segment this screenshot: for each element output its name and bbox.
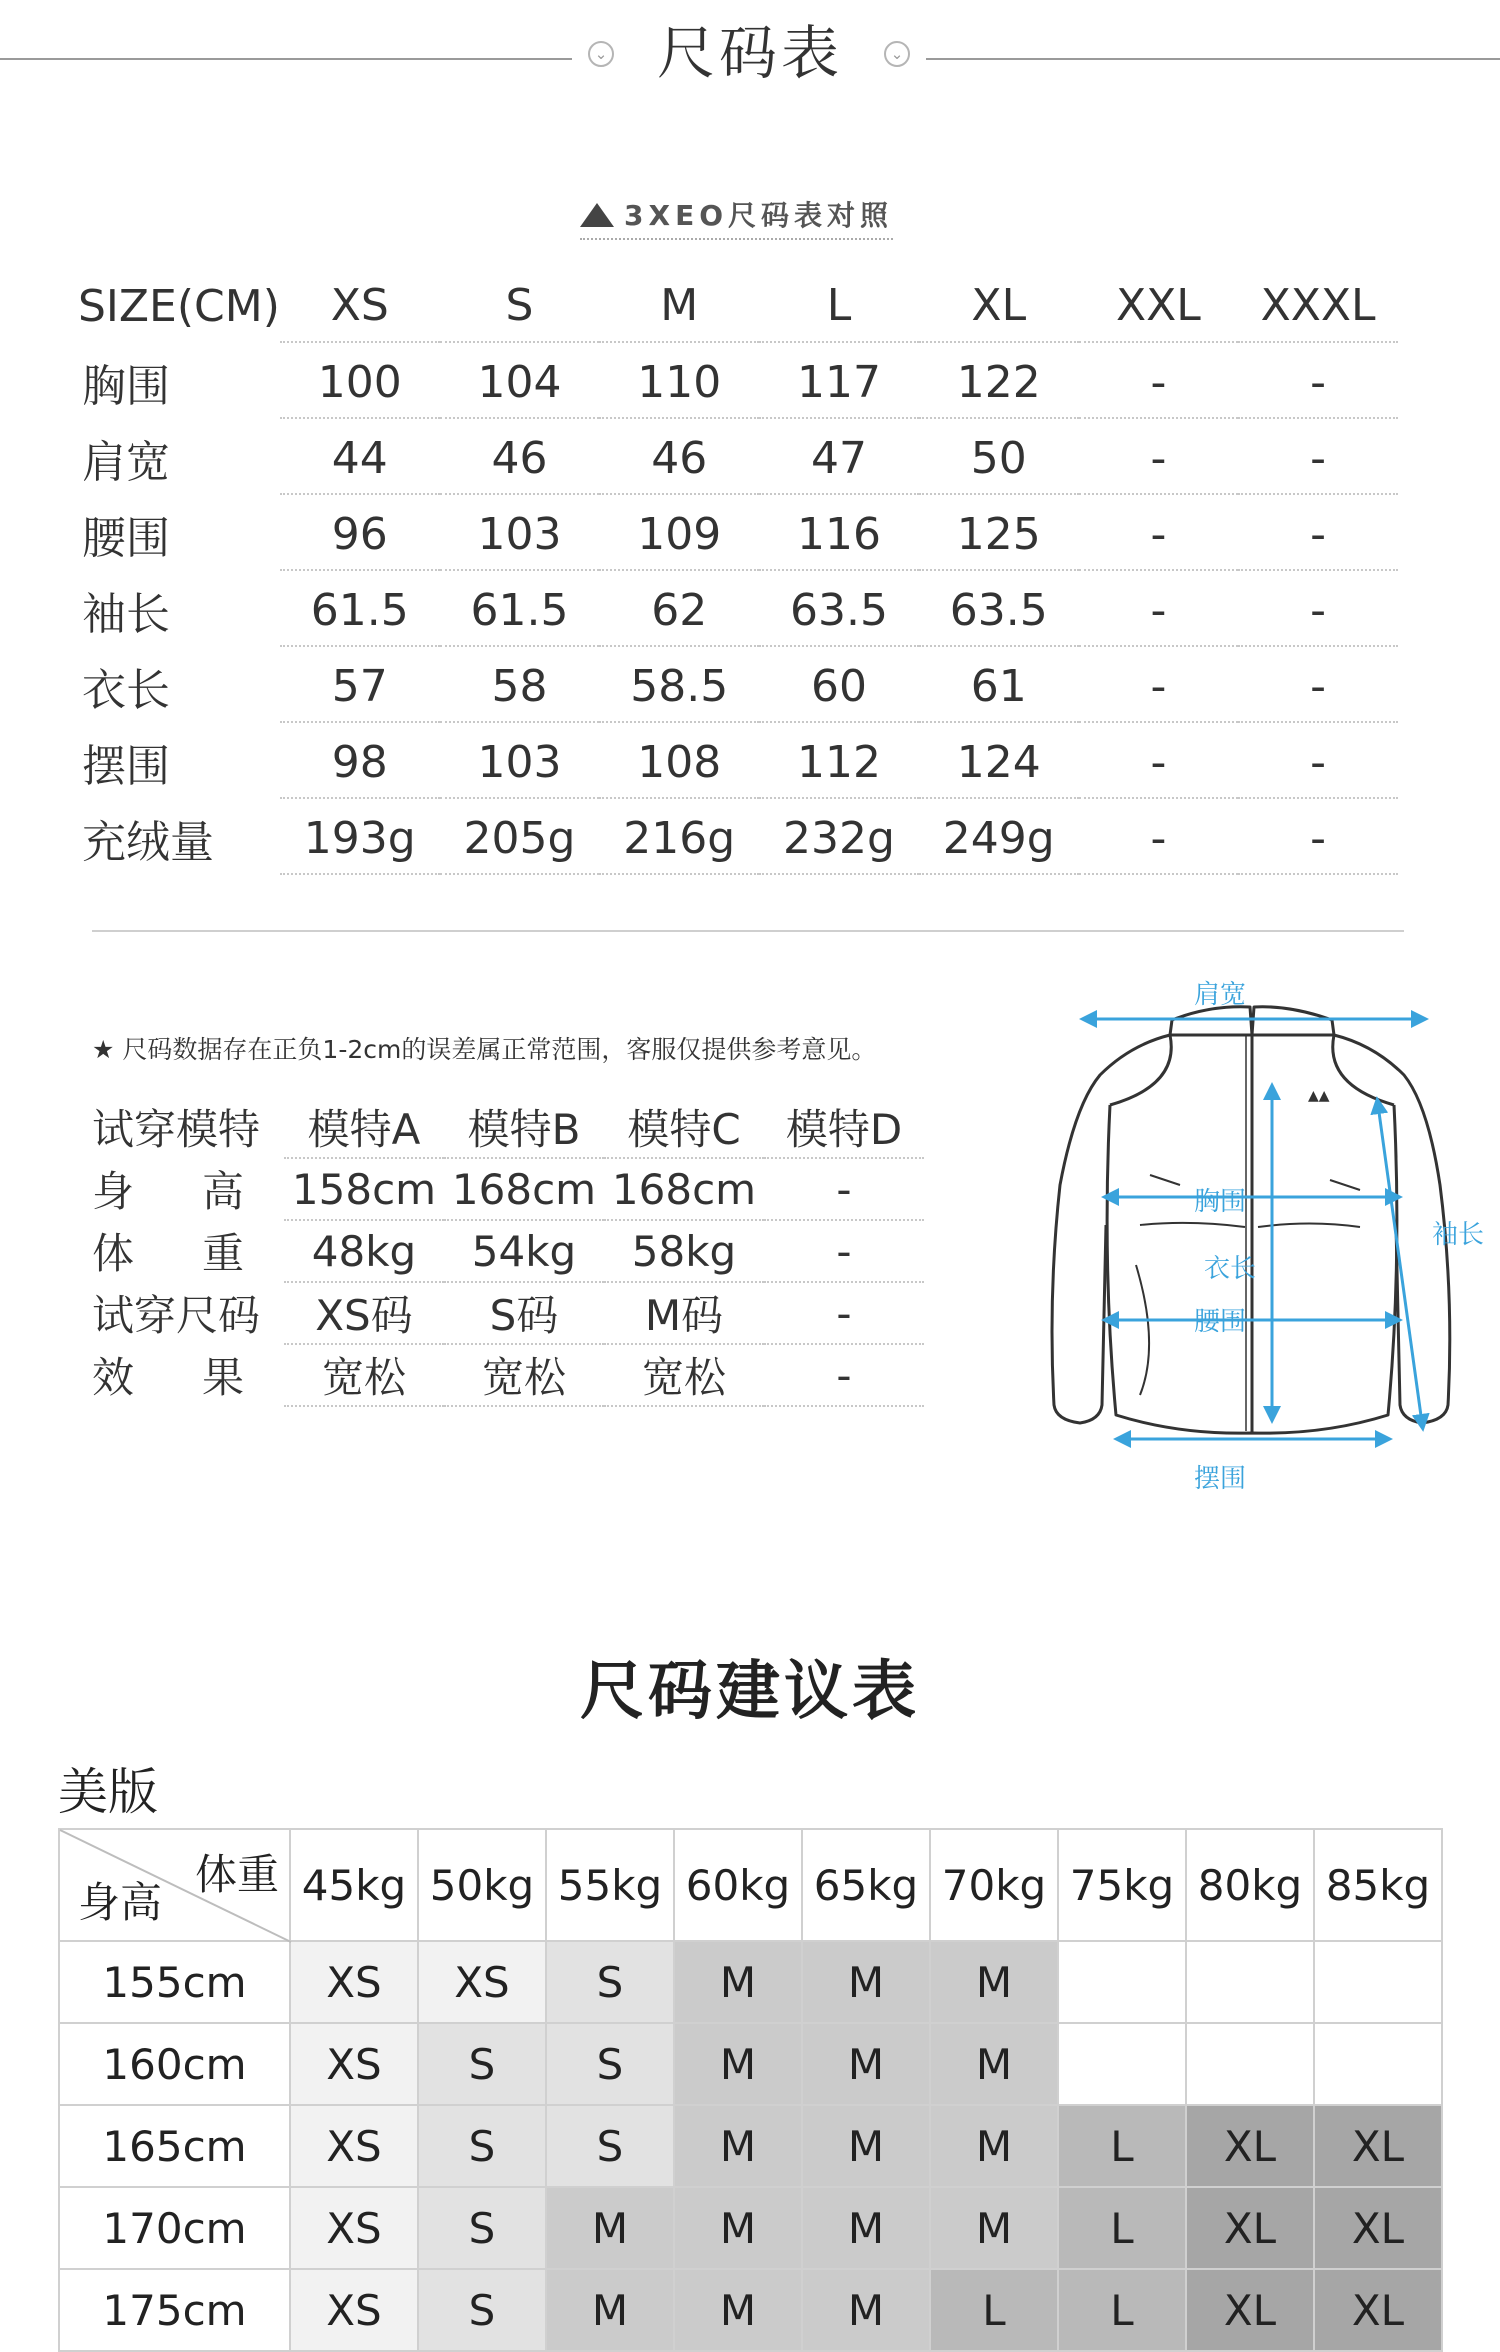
size-cell: XL (1186, 2269, 1314, 2351)
size-cell: 47 (759, 418, 919, 494)
size-cell: 232g (759, 798, 919, 874)
model-cell: 48kg (284, 1220, 444, 1282)
row-label (78, 418, 280, 494)
size-col-header: XL (919, 266, 1079, 342)
row-label-text (92, 1159, 244, 1219)
size-cell: L (1058, 2187, 1186, 2269)
region-label: 美版 (58, 1763, 158, 1821)
size-cell: 62 (599, 570, 759, 646)
size-cell: XS (290, 2105, 418, 2187)
size-cell: M (546, 2269, 674, 2351)
size-cell: XS (290, 2023, 418, 2105)
hem-label: 摆围 (1193, 1464, 1247, 1494)
table-row (59, 2187, 1442, 2269)
size-cell: 46 (440, 418, 600, 494)
model-cell: XS码 (284, 1282, 444, 1344)
size-cell: 44 (280, 418, 440, 494)
size-cell: 216g (599, 798, 759, 874)
size-cell: 98 (280, 722, 440, 798)
chest-label: 胸围 (1193, 1187, 1247, 1217)
size-cell: - (1238, 342, 1398, 418)
size-cell: - (1238, 646, 1398, 722)
model-fit-table (92, 1096, 924, 1407)
size-cell: 124 (919, 722, 1079, 798)
size-cell: 112 (759, 722, 919, 798)
label-char: 摆 (82, 741, 126, 792)
size-table-caption-text: 3XEO尺码表对照 (624, 199, 894, 232)
row-label-text (82, 437, 170, 488)
table-row (78, 494, 1398, 570)
size-cell: S (418, 2105, 546, 2187)
table-corner (59, 1829, 290, 1941)
size-cell: S (418, 2187, 546, 2269)
height-row-header: 165cm (59, 2105, 290, 2187)
height-row-header: 155cm (59, 1941, 290, 2023)
table-row (78, 342, 1398, 418)
size-cell: S (418, 2023, 546, 2105)
label-char: 长 (126, 589, 170, 640)
height-row-header: 160cm (59, 2023, 290, 2105)
label-char: 身 (92, 1167, 135, 1216)
size-cell: XL (1314, 2269, 1442, 2351)
weight-col-header: 85kg (1314, 1829, 1442, 1941)
table-row (78, 570, 1398, 646)
size-cell: L (930, 2269, 1058, 2351)
label-char: 宽 (126, 437, 170, 488)
size-cell: 109 (599, 494, 759, 570)
length-label: 衣长 (1203, 1254, 1257, 1284)
page-title: 尺码表 (656, 19, 843, 87)
model-cell: 168cm (444, 1158, 604, 1220)
table-row (92, 1158, 924, 1220)
size-cell: S (546, 1941, 674, 2023)
size-cell (1058, 1941, 1186, 2023)
size-cell: M (930, 2105, 1058, 2187)
row-label-text (82, 665, 170, 716)
corner-height-label: 身高 (78, 1878, 163, 1927)
row-label (92, 1344, 284, 1406)
row-label-text (82, 741, 170, 792)
table-row (78, 722, 1398, 798)
size-corner: SIZE(CM) (78, 280, 280, 332)
size-cell: - (1079, 342, 1239, 418)
size-cell: L (1058, 2105, 1186, 2187)
label-char: 肩 (82, 437, 126, 488)
model-corner: 试穿模特 (92, 1105, 261, 1154)
size-cell (1186, 1941, 1314, 2023)
table-row (59, 1941, 1442, 2023)
triangle-icon (580, 203, 614, 227)
model-col-header: 模特D (764, 1096, 924, 1158)
size-cell: 58 (440, 646, 600, 722)
weight-col-header: 50kg (418, 1829, 546, 1941)
size-cell: 103 (440, 494, 600, 570)
size-cell: XS (418, 1941, 546, 2023)
size-cell: 100 (280, 342, 440, 418)
size-cell: - (1238, 494, 1398, 570)
size-cell: XL (1186, 2187, 1314, 2269)
weight-col-header: 65kg (802, 1829, 930, 1941)
table-row (92, 1220, 924, 1282)
size-cell: M (802, 2105, 930, 2187)
size-cell: S (546, 2105, 674, 2187)
model-col-header: 模特B (444, 1096, 604, 1158)
size-cell: 61.5 (440, 570, 600, 646)
size-cell: L (1058, 2269, 1186, 2351)
model-cell: S码 (444, 1282, 604, 1344)
row-label (92, 1220, 284, 1282)
size-cell: 205g (440, 798, 600, 874)
table-row (92, 1282, 924, 1344)
disclaimer-note (92, 1030, 876, 1066)
label-char: 衣 (82, 665, 126, 716)
weight-col-header: 80kg (1186, 1829, 1314, 1941)
weight-col-header: 60kg (674, 1829, 802, 1941)
size-cell: M (674, 2187, 802, 2269)
size-cell: M (802, 2269, 930, 2351)
size-cell: M (930, 2187, 1058, 2269)
logo-mark: ▲▲ (1308, 1088, 1330, 1104)
size-cell: XS (290, 2269, 418, 2351)
row-label (92, 1158, 284, 1220)
row-label (78, 722, 280, 798)
size-cell: 46 (599, 418, 759, 494)
size-cell (1186, 2023, 1314, 2105)
size-cell: XL (1314, 2187, 1442, 2269)
star-icon: ★ (92, 1035, 115, 1064)
height-row-header: 170cm (59, 2187, 290, 2269)
size-cell: 117 (759, 342, 919, 418)
table-row (59, 2105, 1442, 2187)
size-cell: - (1079, 494, 1239, 570)
size-recommendation-table (58, 1828, 1443, 2352)
size-cell: M (674, 2105, 802, 2187)
table-row (78, 418, 1398, 494)
row-label-text (82, 589, 170, 640)
size-col-header: XXXL (1238, 266, 1398, 342)
row-label (78, 342, 280, 418)
size-cell: S (418, 2269, 546, 2351)
size-cell: 60 (759, 646, 919, 722)
row-label (78, 646, 280, 722)
model-header-row (92, 1096, 924, 1158)
size-cell: M (930, 1941, 1058, 2023)
size-cell: 125 (919, 494, 1079, 570)
size-col-header: S (440, 266, 600, 342)
shoulder-label: 肩宽 (1193, 980, 1247, 1010)
label-char: 腰 (82, 513, 126, 564)
size-col-header: M (599, 266, 759, 342)
size-cell: - (1238, 798, 1398, 874)
row-label: 试穿尺码 (92, 1291, 261, 1340)
row-label (78, 570, 280, 646)
row-label-text (92, 1221, 244, 1281)
size-cell: M (674, 2023, 802, 2105)
size-cell: - (1238, 570, 1398, 646)
height-row-header: 175cm (59, 2269, 290, 2351)
model-cell: 54kg (444, 1220, 604, 1282)
label-char: 胸 (82, 361, 126, 412)
model-col-header: 模特A (284, 1096, 444, 1158)
size-col-header: L (759, 266, 919, 342)
size-cell: 110 (599, 342, 759, 418)
size-cell: 116 (759, 494, 919, 570)
size-cell: XS (290, 2187, 418, 2269)
size-cell: - (1079, 570, 1239, 646)
corner-weight-label: 体重 (194, 1850, 279, 1899)
size-cell: 61 (919, 646, 1079, 722)
size-cell: - (1079, 798, 1239, 874)
label-char: 体 (92, 1229, 135, 1278)
size-cell: M (930, 2023, 1058, 2105)
size-cell: XL (1314, 2105, 1442, 2187)
weight-col-header: 70kg (930, 1829, 1058, 1941)
size-cell: 249g (919, 798, 1079, 874)
model-cell: M码 (604, 1282, 764, 1344)
size-cell: M (802, 2187, 930, 2269)
model-cell: - (764, 1282, 924, 1344)
size-cell (1058, 2023, 1186, 2105)
label-char: 果 (201, 1353, 244, 1402)
row-label: 充绒量 (82, 817, 214, 868)
label-char: 效 (92, 1353, 135, 1402)
size-cell: 122 (919, 342, 1079, 418)
table-row (78, 646, 1398, 722)
size-cell: 58.5 (599, 646, 759, 722)
size-cell: M (546, 2187, 674, 2269)
label-char: 围 (126, 361, 170, 412)
size-cell: 63.5 (759, 570, 919, 646)
size-cell: 63.5 (919, 570, 1079, 646)
size-cell: 104 (440, 342, 600, 418)
size-cell (1314, 2023, 1442, 2105)
table-row (78, 798, 1398, 874)
table-row (59, 2269, 1442, 2351)
label-char: 重 (201, 1229, 244, 1278)
size-cell: XL (1186, 2105, 1314, 2187)
size-cell: M (674, 1941, 802, 2023)
size-col-header: XXL (1079, 266, 1239, 342)
size-cell: M (802, 2023, 930, 2105)
size-cell: 57 (280, 646, 440, 722)
size-cell: 50 (919, 418, 1079, 494)
size-cell: M (674, 2269, 802, 2351)
header-divider-right (926, 58, 1500, 60)
model-cell: - (764, 1344, 924, 1406)
size-cell: 61.5 (280, 570, 440, 646)
size-cell: 103 (440, 722, 600, 798)
recommendation-title: 尺码建议表 (580, 1655, 920, 1729)
size-cell: 96 (280, 494, 440, 570)
size-col-header: XS (280, 266, 440, 342)
size-cell: - (1238, 418, 1398, 494)
jacket-measurement-diagram (1040, 965, 1485, 1515)
size-cell: - (1079, 646, 1239, 722)
model-cell: 宽松 (284, 1344, 444, 1406)
size-cell (1314, 1941, 1442, 2023)
label-char: 围 (126, 513, 170, 564)
size-cell: - (1238, 722, 1398, 798)
model-cell: - (764, 1158, 924, 1220)
weight-col-header: 55kg (546, 1829, 674, 1941)
table-row (59, 2023, 1442, 2105)
waist-label: 腰围 (1193, 1307, 1247, 1337)
row-label-text (92, 1345, 244, 1405)
size-cell: 108 (599, 722, 759, 798)
size-cell: XS (290, 1941, 418, 2023)
row-label (78, 494, 280, 570)
model-cell: 158cm (284, 1158, 444, 1220)
model-cell: 58kg (604, 1220, 764, 1282)
measurement-lines (1088, 1019, 1422, 1439)
size-cell: M (802, 1941, 930, 2023)
table-row (92, 1344, 924, 1406)
label-char: 围 (126, 741, 170, 792)
row-label-text (82, 361, 170, 412)
model-cell: - (764, 1220, 924, 1282)
size-header-row (78, 266, 1398, 342)
size-table-caption (580, 194, 893, 240)
row-label-text (82, 513, 170, 564)
label-char: 长 (126, 665, 170, 716)
model-cell: 168cm (604, 1158, 764, 1220)
chevron-down-icon: ⌄ (884, 41, 910, 67)
disclaimer-text: 尺码数据存在正负1-2cm的误差属正常范围，客服仅提供参考意见。 (122, 1035, 877, 1064)
size-cell: - (1079, 722, 1239, 798)
section-divider (92, 930, 1404, 932)
model-cell: 宽松 (444, 1344, 604, 1406)
size-table (78, 266, 1398, 875)
label-char: 高 (201, 1167, 244, 1216)
size-cell: - (1079, 418, 1239, 494)
sleeve-label: 袖长 (1432, 1220, 1485, 1250)
chevron-down-icon: ⌄ (588, 41, 614, 67)
weight-col-header: 45kg (290, 1829, 418, 1941)
size-cell: 193g (280, 798, 440, 874)
label-char: 袖 (82, 589, 126, 640)
model-cell: 宽松 (604, 1344, 764, 1406)
model-col-header: 模特C (604, 1096, 764, 1158)
weight-col-header: 75kg (1058, 1829, 1186, 1941)
weight-header-row (59, 1829, 1442, 1941)
size-cell: S (546, 2023, 674, 2105)
jacket-outline (1052, 1007, 1450, 1433)
